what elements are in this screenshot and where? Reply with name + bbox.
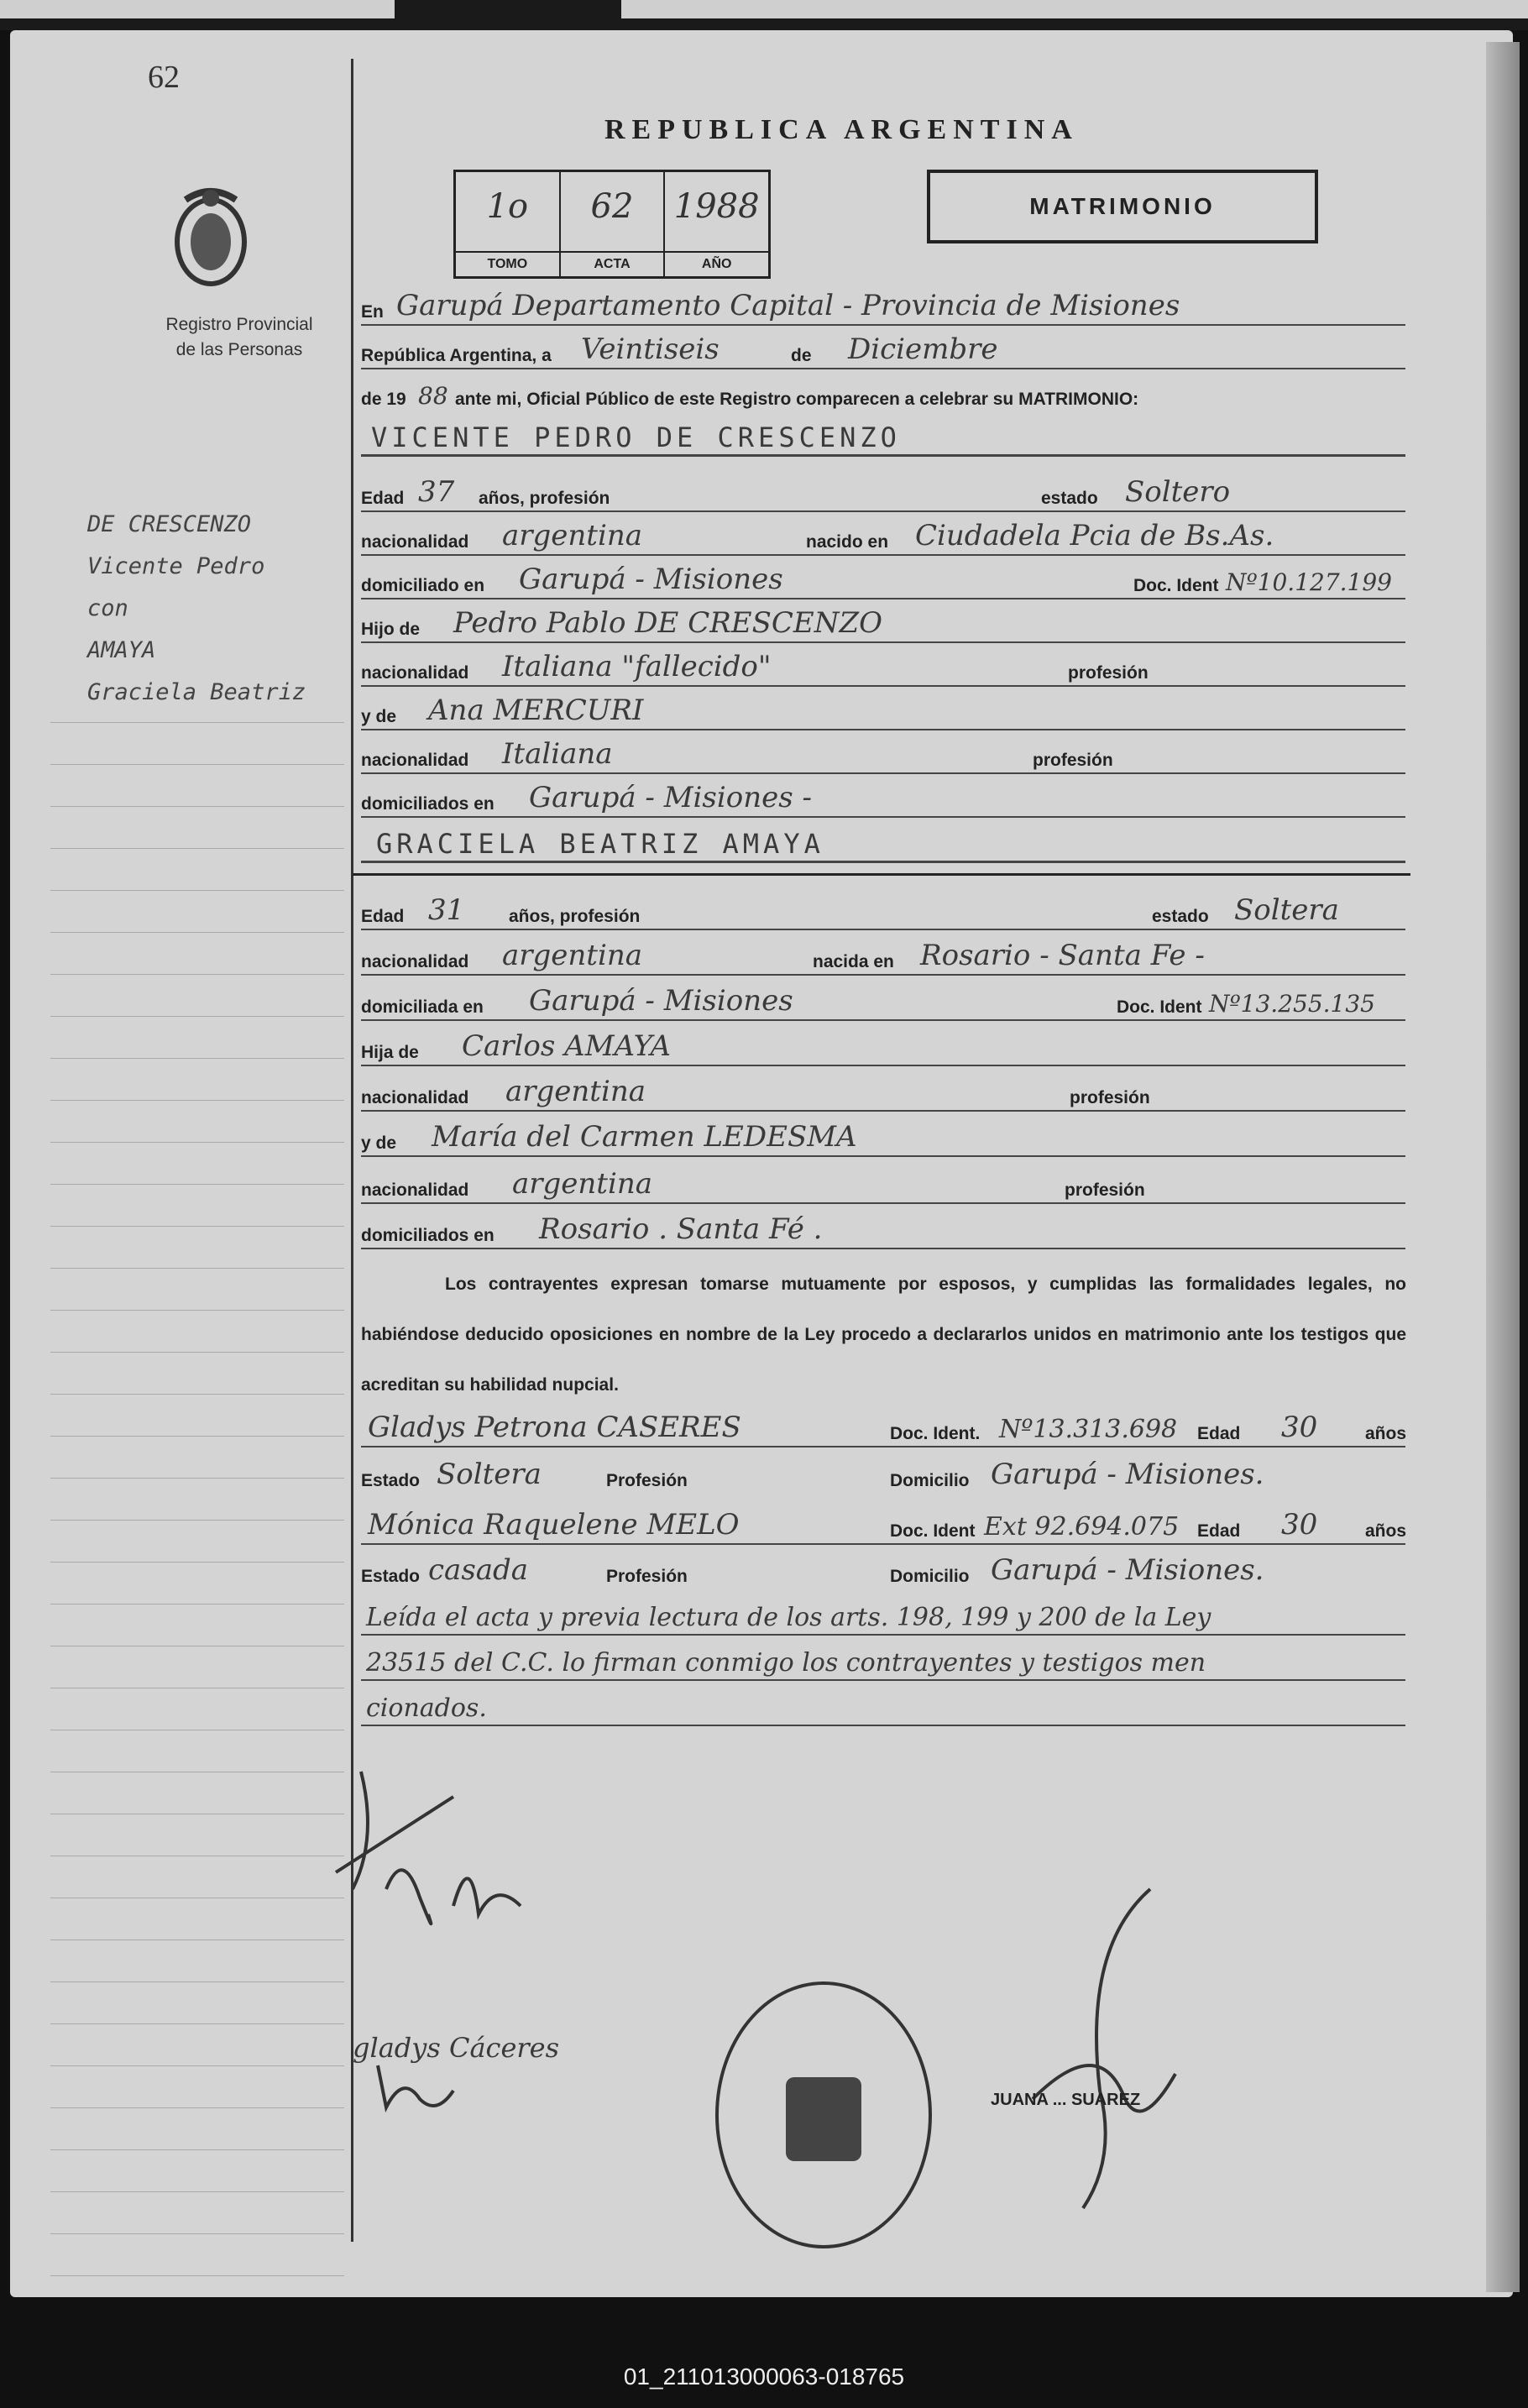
margin-rule: [50, 1310, 344, 1311]
second-witness-signature: [369, 2057, 470, 2124]
official-name: JUANA ... SUAREZ: [991, 2091, 1141, 2109]
margin-rule: [50, 806, 344, 807]
bride-padre-row: Hija de Carlos AMAYA: [361, 1026, 1405, 1071]
groom-padre-nac-row: nacionalidad Italiana "fallecido" profesión: [361, 646, 1405, 692]
margin-rule: [50, 1016, 344, 1017]
margin-note: DE CRESCENZO Vicente Pedro con AMAYA Graciela Beatriz: [87, 511, 306, 705]
bride-edad-row: Edad 31 años, profesión estado Soltera: [361, 890, 1405, 935]
intro-date-row: República Argentina, a Veintiseis de Diciembre: [361, 329, 1405, 374]
section-divider: [353, 873, 1410, 876]
groom-madre-row: y de Ana MERCURI: [361, 690, 1405, 735]
page-tab: [0, 0, 395, 18]
margin-rule: [50, 1352, 344, 1353]
declaration-text: Los contrayentes expresan tomarse mutuamente por esposos, y cumplidas las formalidades legales, no habiéndose deducido oposiciones en nombre de la Ley procedo a declararlos unidos en matrimonio ante los testigos que acreditan su habilidad nupcial.: [361, 1275, 1406, 1395]
margin-rule: [50, 890, 344, 891]
intro-place-row: En Garupá Departamento Capital - Provincia de Misiones: [361, 285, 1405, 331]
witness2-estado-row: Estado casada Profesión Domicilio Garupá - Misiones.: [361, 1553, 1264, 1587]
bride-nac-row: nacionalidad argentina nacida en Rosario - Santa Fe -: [361, 935, 1405, 981]
margin-rule: [50, 1058, 344, 1059]
groom-madre-nac-row: nacionalidad Italiana profesión: [361, 734, 1405, 779]
book-top-strip: [0, 0, 1528, 30]
margin-rule: [50, 1520, 344, 1521]
closing-line-3: cionados.: [361, 1686, 1405, 1731]
margin-rule: [50, 974, 344, 975]
margin-rule: [50, 1184, 344, 1185]
groom-dom-row: domiciliado en Garupá - Misiones Doc. Ident Nº10.127.199: [361, 559, 1405, 605]
margin-rule: [50, 1562, 344, 1563]
footer-image-id: 01_211013000063-018765: [623, 2364, 905, 2390]
country-title: REPUBLICA ARGENTINA: [604, 114, 1079, 145]
margin-rule: [50, 1436, 344, 1437]
official-signature: [982, 1881, 1234, 2217]
witness1-row: Gladys Petrona CASERES Doc. Ident. Nº13.313.698 Edad 30 años: [361, 1407, 1405, 1453]
margin-rule: [50, 932, 344, 933]
groom-name-row: VICENTE PEDRO DE CRESCENZO: [361, 416, 1405, 462]
bride-padres-dom-row: domiciliados en Rosario . Santa Fé .: [361, 1209, 1405, 1254]
margin-rule: [50, 1100, 344, 1101]
margin-rule: [50, 2191, 344, 2192]
margin-rule: [50, 2233, 344, 2234]
bride-padre-nac-row: nacionalidad argentina profesión: [361, 1071, 1405, 1117]
margin-rule: [50, 764, 344, 765]
margin-rule: [50, 1142, 344, 1143]
groom-padre-row: Hijo de Pedro Pablo DE CRESCENZO: [361, 603, 1405, 648]
margin-rule: [50, 2065, 344, 2066]
page-tab: [621, 0, 1528, 18]
margin-rule: [50, 1394, 344, 1395]
bride-name-row: GRACIELA BEATRIZ AMAYA: [361, 823, 1405, 868]
margin-rule: [50, 1478, 344, 1479]
witness1-estado-row: Estado Soltera Profesión Domicilio Garupá - Misiones.: [361, 1458, 1264, 1491]
acta-box: 1o TOMO 62 ACTA 1988 AÑO: [453, 170, 771, 279]
intro-year-row: de 19 88 ante mi, Oficial Público de este Registro comparecen a celebrar su MATRIMONIO:: [361, 382, 1139, 410]
registry-label: Registro Provincial de las Personas: [165, 315, 313, 359]
witness2-row: Mónica Raquelene MELO Doc. Ident Ext 92.694.075 Edad 30 años: [361, 1505, 1405, 1550]
page-number: 62: [148, 60, 180, 95]
margin-rule: [50, 2275, 344, 2276]
official-stamp: [715, 1981, 932, 2248]
margin-rule: [50, 2023, 344, 2024]
margin-rule: [50, 1226, 344, 1227]
bride-madre-row: y de María del Carmen LEDESMA: [361, 1117, 1405, 1162]
groom-padres-dom-row: domiciliados en Garupá - Misiones -: [361, 777, 1405, 823]
bride-madre-nac-row: nacionalidad argentina profesión: [361, 1164, 1405, 1209]
bride-dom-row: domiciliada en Garupá - Misiones Doc. Ident Nº13.255.135: [361, 981, 1405, 1026]
margin-rule: [50, 1268, 344, 1269]
closing-line-1: Leída el acta y previa lectura de los arts. 198, 199 y 200 de la Ley: [361, 1595, 1405, 1641]
book-edge: [1486, 42, 1520, 2292]
document-type-box: MATRIMONIO: [927, 170, 1318, 243]
margin-rule: [50, 1981, 344, 1982]
margin-rule: [50, 2149, 344, 2150]
groom-nac-row: nacionalidad argentina nacido en Ciudadela Pcia de Bs.As.: [361, 516, 1405, 561]
margin-rule: [50, 1939, 344, 1940]
margin-rule: [50, 848, 344, 849]
margin-rule: [50, 722, 344, 723]
margin-rule: [50, 2107, 344, 2108]
coat-of-arms-icon: [165, 183, 257, 292]
groom-signature: [327, 1746, 596, 1965]
witness-signature: gladys Cáceres: [353, 2032, 560, 2064]
groom-edad-row: Edad 37 años, profesión estado Soltero: [361, 472, 1405, 517]
closing-line-2: 23515 del C.C. lo firman conmigo los contrayentes y testigos men: [361, 1641, 1405, 1686]
